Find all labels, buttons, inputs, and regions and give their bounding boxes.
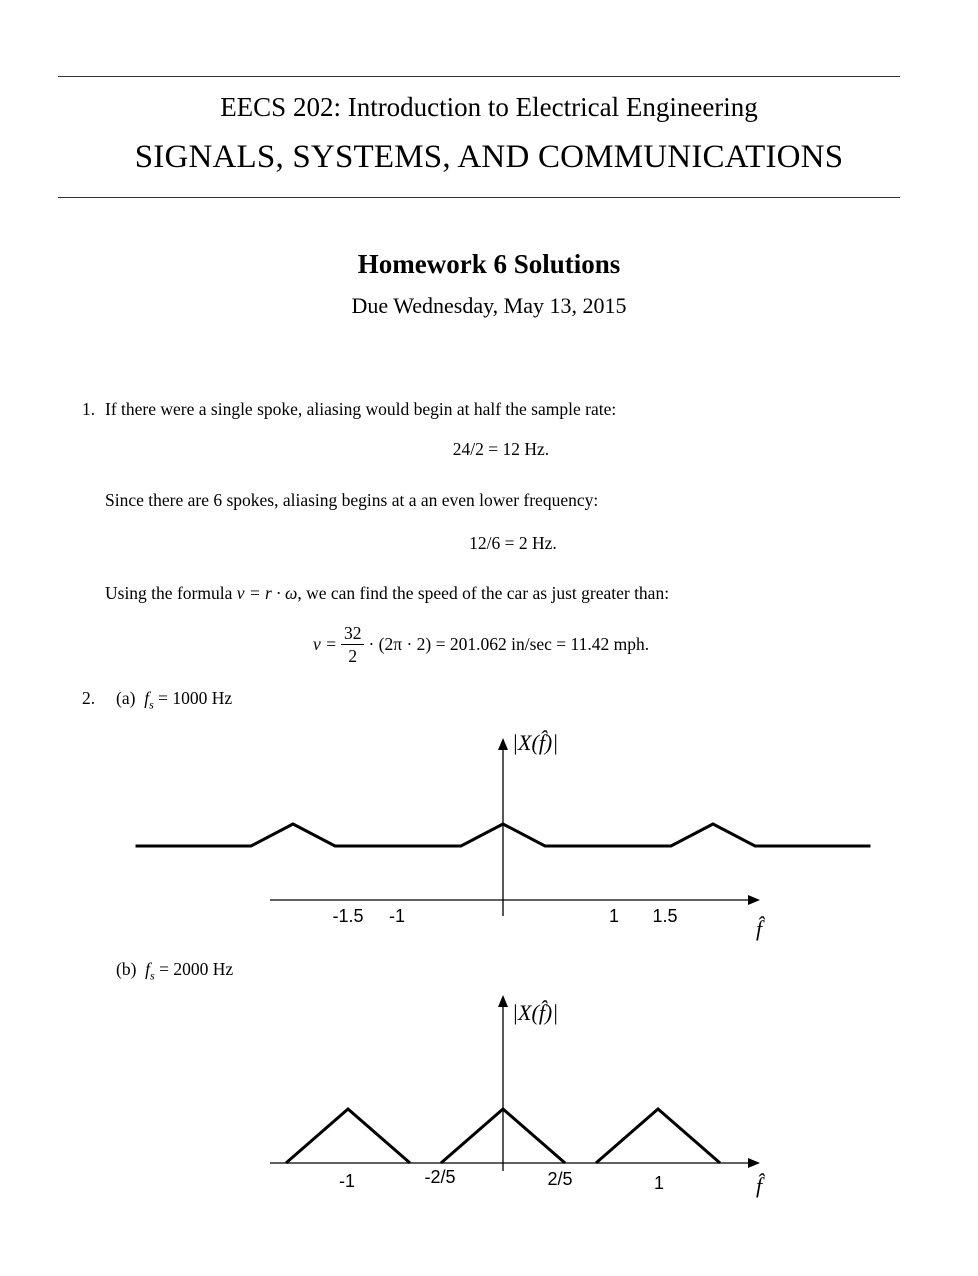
eq3-denominator: 2 (348, 645, 358, 666)
eq3-lhs: v = (313, 633, 337, 654)
part-a-label: (a) (116, 688, 136, 708)
problem-2-number: 2. (82, 688, 96, 708)
figure-a-y-label (512, 730, 558, 755)
problem-1-equation-3 (313, 619, 649, 669)
figure-b-tick-label: 1 (653, 1173, 665, 1193)
part-a-fs: f (144, 688, 150, 708)
problem-1-text-2: Since there are 6 spokes, aliasing begins at a an even lower frequency: (105, 490, 599, 510)
figure-a-tick-label: 1.5 (652, 906, 678, 926)
part-b-label: (b) (116, 959, 137, 979)
figure-b-tick-label: -2/5 (424, 1167, 456, 1187)
problem-1-text-1: If there were a single spoke, aliasing would begin at half the sample rate: (105, 399, 617, 419)
figure-b-triangle (596, 1109, 720, 1163)
figure-a-tick-label: -1 (388, 906, 406, 926)
problem-1-equation-1: 24/2 = 12 Hz. (452, 439, 550, 459)
figure-b-tick-label: -1 (338, 1171, 356, 1191)
part-b-value: = 2000 Hz (159, 959, 234, 979)
eq3-numerator: 32 (341, 622, 365, 645)
top-rule (58, 76, 900, 77)
text-3-post: , we can find the speed of the car as just greater than: (297, 583, 670, 603)
figure-b-tick-label: 2/5 (547, 1169, 573, 1189)
figure-b-ylabel: |X(f̂)| (512, 1000, 559, 1025)
bottom-rule (58, 197, 900, 198)
text-3-pre: Using the formula (105, 583, 237, 603)
figure-a-tick-label: -1.5 (332, 906, 364, 926)
eq3-rhs: · (2π · 2) = 201.062 in/sec = 11.42 mph. (368, 633, 650, 654)
figure-a-xlabel: f̂ (756, 916, 763, 941)
due-date: Due Wednesday, May 13, 2015 (351, 293, 627, 318)
homework-title: Homework 6 Solutions (357, 249, 621, 279)
figure-b-triangle (286, 1109, 410, 1163)
part-a-fs-sub: s (149, 697, 154, 712)
figure-a-tick-label: 1 (608, 906, 620, 926)
figure-a-ylabel: |X(f̂)| (512, 730, 559, 755)
velocity-formula: v = r · ω (236, 583, 298, 603)
part-b-fs-sub: s (150, 968, 155, 983)
part-b-fs: f (145, 959, 151, 979)
figure-b (0, 975, 978, 1215)
figure-b-xlabel: f̂ (756, 1173, 763, 1198)
eq3-fraction (341, 622, 365, 667)
problem-1-text-3 (105, 583, 669, 604)
part-a-value: = 1000 Hz (158, 688, 233, 708)
course-title: EECS 202: Introduction to Electrical Engineering (220, 92, 758, 122)
problem-1-number: 1. (82, 399, 96, 419)
problem-1-equation-2: 12/6 = 2 Hz. (469, 533, 557, 553)
subject-title: SIGNALS, SYSTEMS, AND COMMUNICATIONS (134, 139, 844, 175)
